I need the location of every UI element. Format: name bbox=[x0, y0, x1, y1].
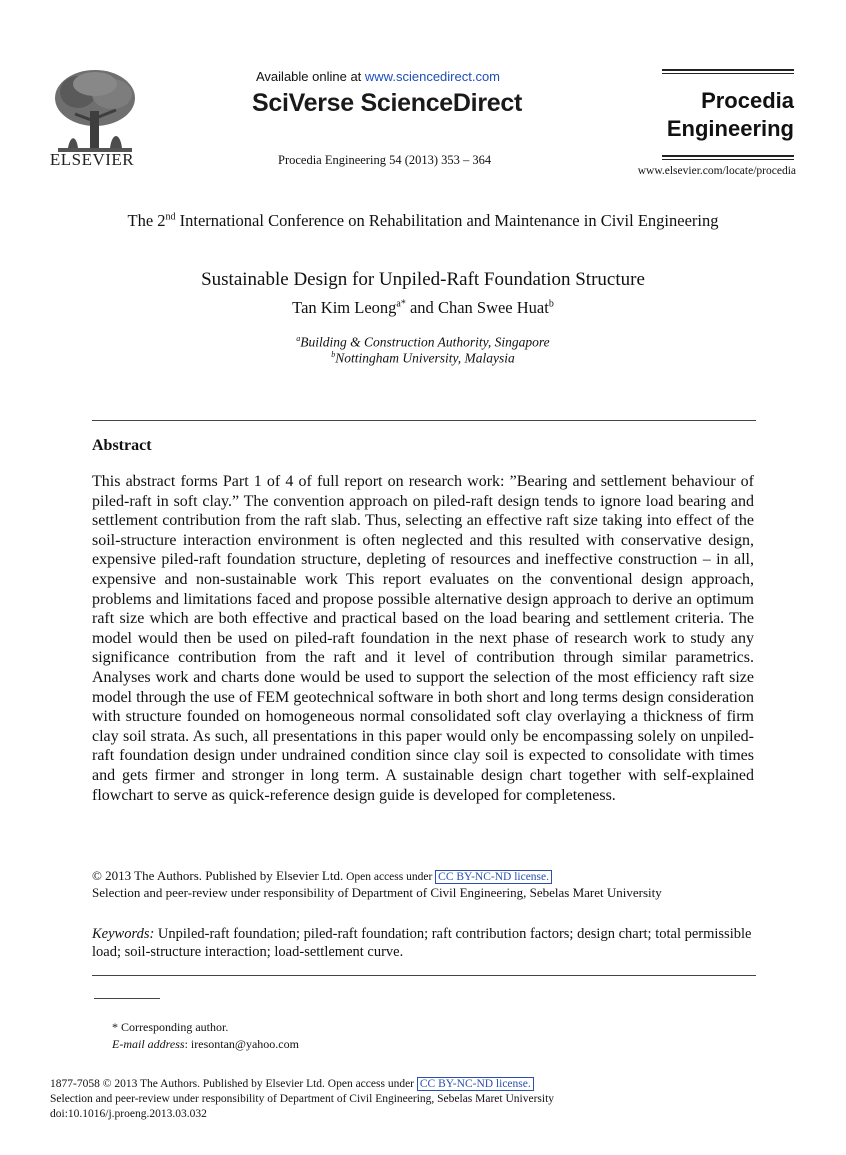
conference-name bbox=[0, 211, 846, 231]
available-online-text bbox=[256, 69, 500, 84]
conference-post: International Conference on Rehabilitation and Maintenance in Civil Engineering bbox=[175, 211, 719, 230]
paper-title: Sustainable Design for Unpiled-Raft Foundation Structure bbox=[201, 269, 645, 290]
email-separator: : bbox=[184, 1037, 191, 1051]
section-divider-top bbox=[92, 420, 756, 421]
author-conjunction: and bbox=[405, 298, 438, 317]
journal-reference: Procedia Engineering 54 (2013) 353 – 364 bbox=[278, 153, 492, 167]
affiliation-b bbox=[0, 350, 846, 367]
journal-title-line2: Engineering bbox=[666, 116, 794, 141]
author-1-mark: a* bbox=[396, 298, 406, 310]
author-2-mark: b bbox=[548, 298, 554, 310]
keywords-label: Keywords: bbox=[92, 926, 155, 942]
open-access-text: Open access under bbox=[343, 871, 436, 883]
footer-license-link[interactable]: CC BY-NC-ND license. bbox=[417, 1077, 534, 1091]
email-label: E-mail address bbox=[112, 1037, 185, 1051]
email-address-link[interactable]: iresontan@yahoo.com bbox=[190, 1037, 299, 1051]
issn-text: 1877-7058 © 2013 The Authors. Published by Elsevier Ltd. bbox=[50, 1078, 325, 1090]
peer-review-statement: Selection and peer-review under responsibility of Department of Civil Engineering, Sebelas Maret University bbox=[92, 885, 662, 900]
author-2: Chan Swee Huat bbox=[437, 298, 549, 317]
journal-rule-bottom-thin bbox=[662, 159, 794, 160]
journal-title bbox=[662, 87, 794, 143]
footnote-divider bbox=[94, 998, 160, 999]
journal-title-line1: Procedia bbox=[701, 88, 794, 113]
license-link[interactable]: CC BY-NC-ND license. bbox=[435, 870, 552, 884]
keywords bbox=[92, 925, 754, 961]
affiliation-a-mark: a bbox=[296, 334, 301, 343]
sciencedirect-link[interactable]: www.sciencedirect.com bbox=[364, 69, 501, 84]
abstract-body: This abstract forms Part 1 of 4 of full report on research work: ”Bearing and settlement behaviour of piled-raft in soft clay.” The convention approach on piled-raft design tends to ignore load bearing and settlement contribution from the raft slab. Thus, selecting an effective raft size taking into effect of the soil-structure interaction environment is often neglected and this resulted with conservative design, expensive piled-raft foundation structure, depleting of resources and ineffective construction – in all, expensive and non-sustainable work This report evaluates on the conventional design approach, problems and limitations faced and propose possible alternative design approach to derive an optimum raft size which are both effective and practical based on the load bearing and settlement criteria. The model would then be used on piled-raft foundation in the next phase of research work to study any significance contribution from the raft and it level of contribution through similar parametrics. Analyses work and charts done would be used to support the selection of the most efficiency raft size model through the use of FEM geotechnical software in both short and long terms design consideration with structure founded on homogeneous normal consolidated soft clay overlaying a thickness of firm clay soil strata. As such, all presentations in this paper would only be encompassing solely on unpiled-raft foundation design under undrained condition since clay soil is expected to consolidate with times and gets firmer and stronger in long term. A sustainable design chart together with self-explained flowchart to serve as quick-reference design guide is developed for completeness. bbox=[92, 473, 754, 804]
journal-rule-top bbox=[662, 69, 794, 71]
author-1: Tan Kim Leong bbox=[292, 298, 397, 317]
footer-open-access-text: Open access under bbox=[324, 1078, 417, 1090]
conference-ordinal: nd bbox=[165, 211, 176, 223]
author-list bbox=[0, 298, 846, 318]
email-note bbox=[112, 1037, 299, 1052]
sciverse-logo-text: SciVerse ScienceDirect bbox=[252, 89, 522, 117]
abstract-heading: Abstract bbox=[92, 437, 152, 454]
issn-line bbox=[50, 1078, 534, 1090]
journal-url-link[interactable]: www.elsevier.com/locate/procedia bbox=[637, 165, 796, 177]
publisher-name: ELSEVIER bbox=[49, 150, 135, 169]
copyright-text: © 2013 The Authors. Published by Elsevier Ltd. bbox=[92, 868, 344, 883]
keywords-text: Unpiled-raft foundation; piled-raft foundation; raft contribution factors; design chart; total permissible load; soil-structure interaction; load-settlement curve. bbox=[92, 926, 752, 960]
journal-rule-bottom bbox=[662, 155, 794, 157]
journal-rule-top-thin bbox=[662, 73, 794, 74]
footer-peer-review-statement: Selection and peer-review under responsibility of Department of Civil Engineering, Sebelas Maret University bbox=[50, 1093, 555, 1105]
affiliation-a-text: Building & Construction Authority, Singapore bbox=[300, 334, 550, 350]
doi-link[interactable]: doi:10.1016/j.proeng.2013.03.032 bbox=[50, 1108, 207, 1120]
copyright-line bbox=[92, 868, 552, 884]
available-prefix: Available online at bbox=[256, 69, 365, 84]
section-divider-bottom bbox=[92, 975, 756, 976]
affiliation-b-text: Nottingham University, Malaysia bbox=[335, 350, 515, 366]
affiliation-a bbox=[0, 334, 846, 351]
corresponding-author-note: * Corresponding author. bbox=[112, 1020, 229, 1034]
conference-pre: The 2 bbox=[127, 211, 166, 230]
affiliation-b-mark: b bbox=[331, 350, 336, 359]
